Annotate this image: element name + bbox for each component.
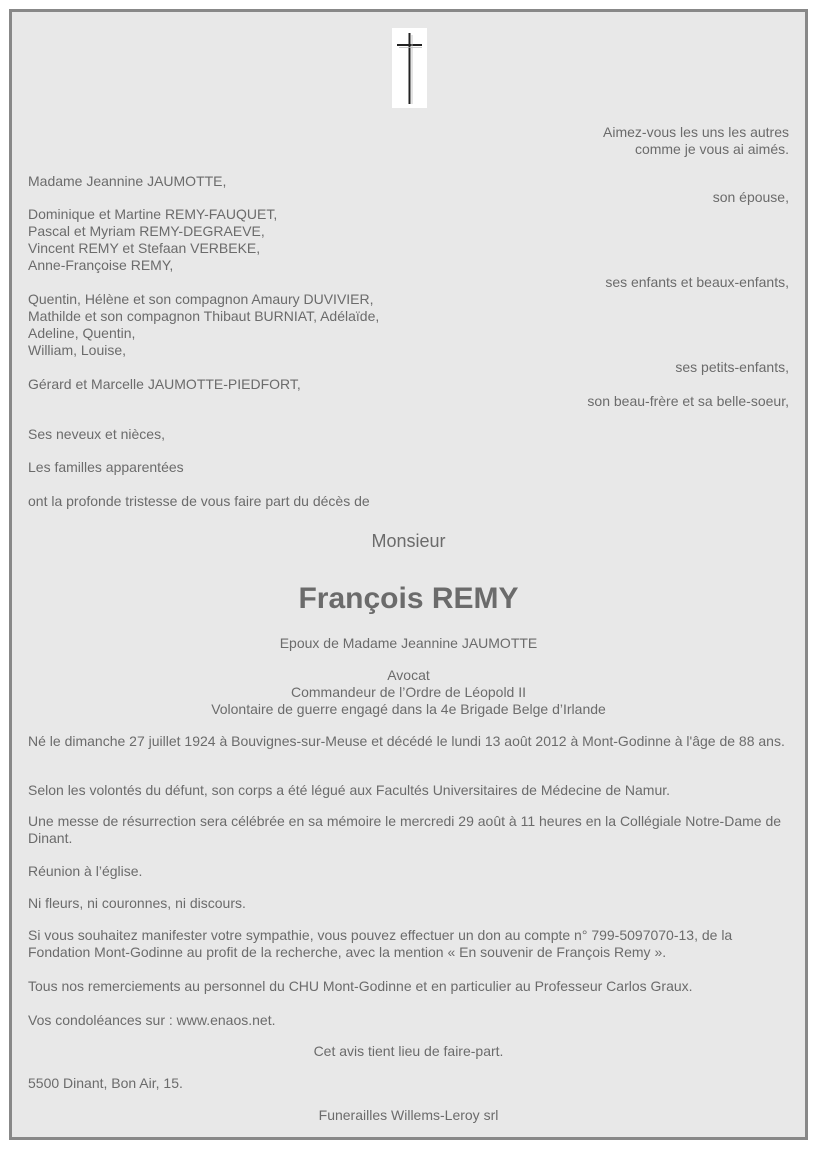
- obituary-notice: [9, 9, 808, 1140]
- child-name: Vincent REMY et Stefaan VERBEKE,: [28, 240, 261, 256]
- spouse-name: Madame Jeannine JAUMOTTE,: [28, 173, 227, 189]
- funeral-home-line: Funerailles Willems-Leroy srl: [318, 1107, 499, 1123]
- honorific: Monsieur: [371, 531, 446, 551]
- spouse-role: son épouse,: [712, 189, 789, 205]
- grandchild-name: Adeline, Quentin,: [28, 325, 136, 341]
- title-line: Avocat: [387, 667, 430, 683]
- families-line: Les familles apparentées: [28, 459, 184, 475]
- cross-icon: [392, 28, 427, 108]
- inlaws-name: Gérard et Marcelle JAUMOTTE-PIEDFORT,: [28, 376, 301, 392]
- inlaws-role: son beau-frère et sa belle-soeur,: [587, 393, 789, 409]
- grandchildren-role: ses petits-enfants,: [675, 359, 789, 375]
- meeting-paragraph: Réunion à l’église.: [28, 863, 143, 879]
- address-line: 5500 Dinant, Bon Air, 15.: [28, 1075, 183, 1091]
- thanks-paragraph: Tous nos remerciements au personnel du CHU Mont-Godinne et en particulier au Professeur Carlos Graux.: [28, 978, 693, 994]
- no-flowers-paragraph: Ni fleurs, ni couronnes, ni discours.: [28, 895, 246, 911]
- title-line: Commandeur de l’Ordre de Léopold II: [290, 684, 527, 700]
- quote-line-2: comme je vous ai aimés.: [634, 141, 789, 157]
- grandchild-name: Quentin, Hélène et son compagnon Amaury DUVIVIER,: [28, 291, 374, 307]
- child-name: Pascal et Myriam REMY-DEGRAEVE,: [28, 223, 265, 239]
- child-name: Dominique et Martine REMY-FAUQUET,: [28, 206, 278, 222]
- children-role: ses enfants et beaux-enfants,: [605, 274, 789, 290]
- child-name: Anne-Françoise REMY,: [28, 257, 174, 273]
- condolences-paragraph: Vos condoléances sur : www.enaos.net.: [28, 1012, 276, 1028]
- grandchild-name: Mathilde et son compagnon Thibaut BURNIAT, Adélaïde,: [28, 308, 380, 324]
- title-line: Volontaire de guerre engagé dans la 4e Brigade Belge d’Irlande: [211, 701, 606, 717]
- donation-paragraph: Si vous souhaitez manifester votre sympathie, vous pouvez effectuer un don au compte n° 799-5097070-13, de la Fondation Mont-Godinne au profit de la recherche, avec la mention « En souvenir de François Remy ».: [28, 927, 733, 960]
- mass-paragraph: Une messe de résurrection sera célébrée en sa mémoire le mercredi 29 août à 11 heures en la Collégiale Notre-Dame de Dinant.: [28, 813, 782, 846]
- spouse-of-line: Epoux de Madame Jeannine JAUMOTTE: [279, 635, 538, 651]
- deceased-name: François REMY: [298, 582, 519, 615]
- body-donation-paragraph: Selon les volontés du défunt, son corps a été légué aux Facultés Universitaires de Médecine de Namur.: [28, 782, 671, 798]
- grandchild-name: William, Louise,: [28, 342, 127, 358]
- notice-line: Cet avis tient lieu de faire-part.: [313, 1043, 504, 1059]
- announcement-line: ont la profonde tristesse de vous faire part du décès de: [28, 493, 370, 509]
- nephews-line: Ses neveux et nièces,: [28, 426, 165, 442]
- born-paragraph: Né le dimanche 27 juillet 1924 à Bouvignes-sur-Meuse et décédé le lundi 13 août 2012 à Mont-Godinne à l'âge de 88 ans.: [28, 733, 785, 749]
- quote-line-1: Aimez-vous les uns les autres: [603, 124, 789, 140]
